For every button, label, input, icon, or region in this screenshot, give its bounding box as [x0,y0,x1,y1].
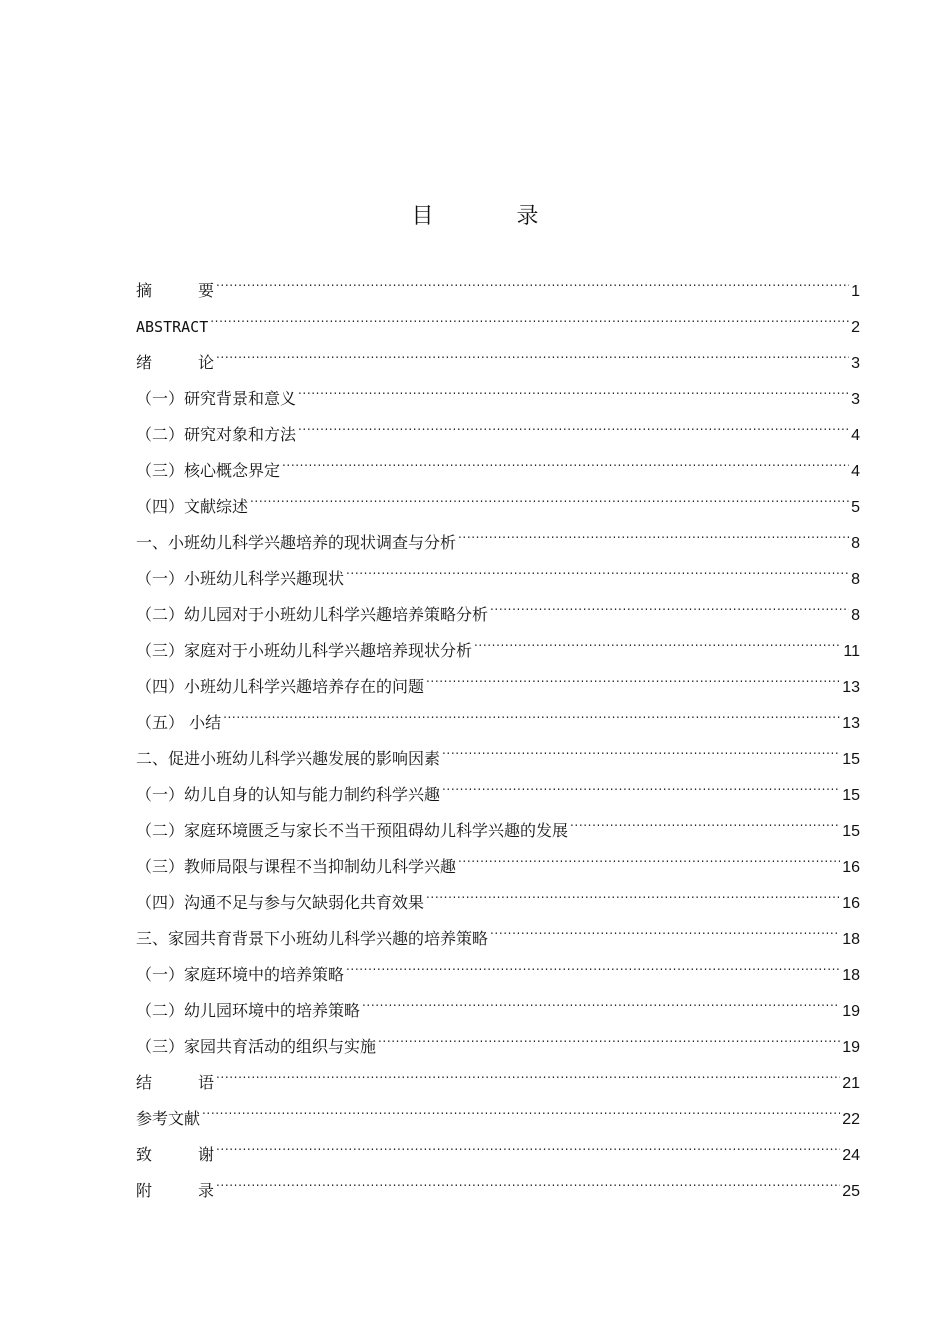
dot-leader [490,908,840,944]
dot-leader [210,296,849,332]
dot-leader [458,512,849,548]
toc-entry-page-number: 15 [842,751,860,768]
dot-leader [474,620,841,656]
dot-leader [442,764,840,800]
dot-leader [346,548,849,584]
toc-entry-page-number: 16 [842,895,860,912]
toc-entry-page-number: 4 [851,463,860,480]
toc-entry-label: 二、促进小班幼儿科学兴趣发展的影响因素 [136,749,441,768]
toc-entry[interactable] [136,1124,860,1164]
dot-leader [216,332,849,368]
dot-leader [298,404,849,440]
toc-entry-label: （二）幼儿园环境中的培养策略 [136,1001,361,1020]
toc-entry-page-number: 18 [842,931,860,948]
dot-leader [216,1160,840,1196]
dot-leader [490,584,849,620]
toc-entry-label: （一）家庭环境中的培养策略 [136,965,345,984]
dot-leader [346,944,840,980]
toc-entry-label: （一）研究背景和意义 [136,389,297,408]
dot-leader [378,1016,840,1052]
toc-entry[interactable] [136,1052,860,1092]
toc-entry-page-number: 24 [842,1147,860,1164]
toc-entry-page-number: 3 [851,391,860,408]
dot-leader [216,1124,840,1160]
toc-entry-label: （三）家庭对于小班幼儿科学兴趣培养现状分析 [136,641,473,660]
dot-leader [426,656,840,692]
dot-leader [426,872,840,908]
page-title: 目 录 [411,204,577,229]
toc-entry-page-number: 22 [842,1111,860,1128]
toc-entry-label: （二）研究对象和方法 [136,425,297,444]
toc-entry-page-number: 25 [842,1183,860,1200]
toc-entry[interactable] [136,1088,860,1128]
dot-leader [570,800,840,836]
toc-entry-label: （四）小班幼儿科学兴趣培养存在的问题 [136,677,425,696]
toc-entry[interactable] [136,296,860,336]
toc-entry-label: 致 谢 [136,1145,214,1164]
dot-leader [216,260,849,296]
toc-entry-label: 参考文献 [136,1109,201,1128]
toc-entry[interactable] [136,728,860,768]
toc-entry-page-number: 16 [842,859,860,876]
toc-entry-label: （一）幼儿自身的认知与能力制约科学兴趣 [136,785,441,804]
toc-entry-page-number: 8 [851,607,860,624]
dot-leader [216,1052,840,1088]
toc-entry-page-number: 4 [851,427,860,444]
toc-entry-page-number: 13 [842,679,860,696]
toc-entry-label: （一）小班幼儿科学兴趣现状 [136,569,345,588]
toc-entry-page-number: 8 [851,535,860,552]
toc-entry-label: （三）家园共育活动的组织与实施 [136,1037,377,1056]
toc-entry-page-number: 15 [842,787,860,804]
dot-leader [442,728,840,764]
dot-leader [282,440,849,476]
toc-entry-page-number: 2 [851,319,860,336]
toc-entry-page-number: 19 [842,1039,860,1056]
dot-leader [362,980,840,1016]
toc-entry[interactable] [136,332,860,372]
toc-entry-page-number: 3 [851,355,860,372]
toc-entry-page-number: 15 [842,823,860,840]
toc-entry-label: 摘 要 [136,281,214,300]
dot-leader [202,1088,840,1124]
toc-entry-label: ABSTRACT [136,318,209,336]
toc-entry-label: 绪 论 [136,353,214,372]
toc-entry-page-number: 5 [851,499,860,516]
toc-entry-label: 附 录 [136,1181,214,1200]
toc-entry-label: 结 语 [136,1073,214,1092]
toc-entry-page-number: 8 [851,571,860,588]
toc-entry-label: （四）文献综述 [136,497,249,516]
table-of-contents [136,260,860,1200]
toc-entry-page-number: 13 [842,715,860,732]
toc-entry-label: （四）沟通不足与参与欠缺弱化共育效果 [136,893,425,912]
toc-entry-page-number: 18 [842,967,860,984]
toc-entry[interactable] [136,1160,860,1200]
toc-entry-label: （五） 小结 [136,713,222,732]
toc-entry-label: 三、家园共育背景下小班幼儿科学兴趣的培养策略 [136,929,489,948]
toc-entry-label: （二）幼儿园对于小班幼儿科学兴趣培养策略分析 [136,605,489,624]
toc-entry-label: （三）教师局限与课程不当抑制幼儿科学兴趣 [136,857,457,876]
toc-entry[interactable] [136,368,860,408]
dot-leader [298,368,849,404]
toc-entry-page-number: 19 [842,1003,860,1020]
toc-entry-label: 一、小班幼儿科学兴趣培养的现状调查与分析 [136,533,457,552]
toc-entry-page-number: 1 [851,283,860,300]
toc-entry-label: （三）核心概念界定 [136,461,281,480]
toc-entry-page-number: 11 [843,643,860,660]
toc-entry-label: （二）家庭环境匮乏与家长不当干预阻碍幼儿科学兴趣的发展 [136,821,569,840]
toc-entry[interactable] [136,260,860,300]
dot-leader [458,836,840,872]
dot-leader [250,476,849,512]
toc-entry-page-number: 21 [842,1075,860,1092]
toc-entry[interactable] [136,692,860,732]
dot-leader [223,692,840,728]
